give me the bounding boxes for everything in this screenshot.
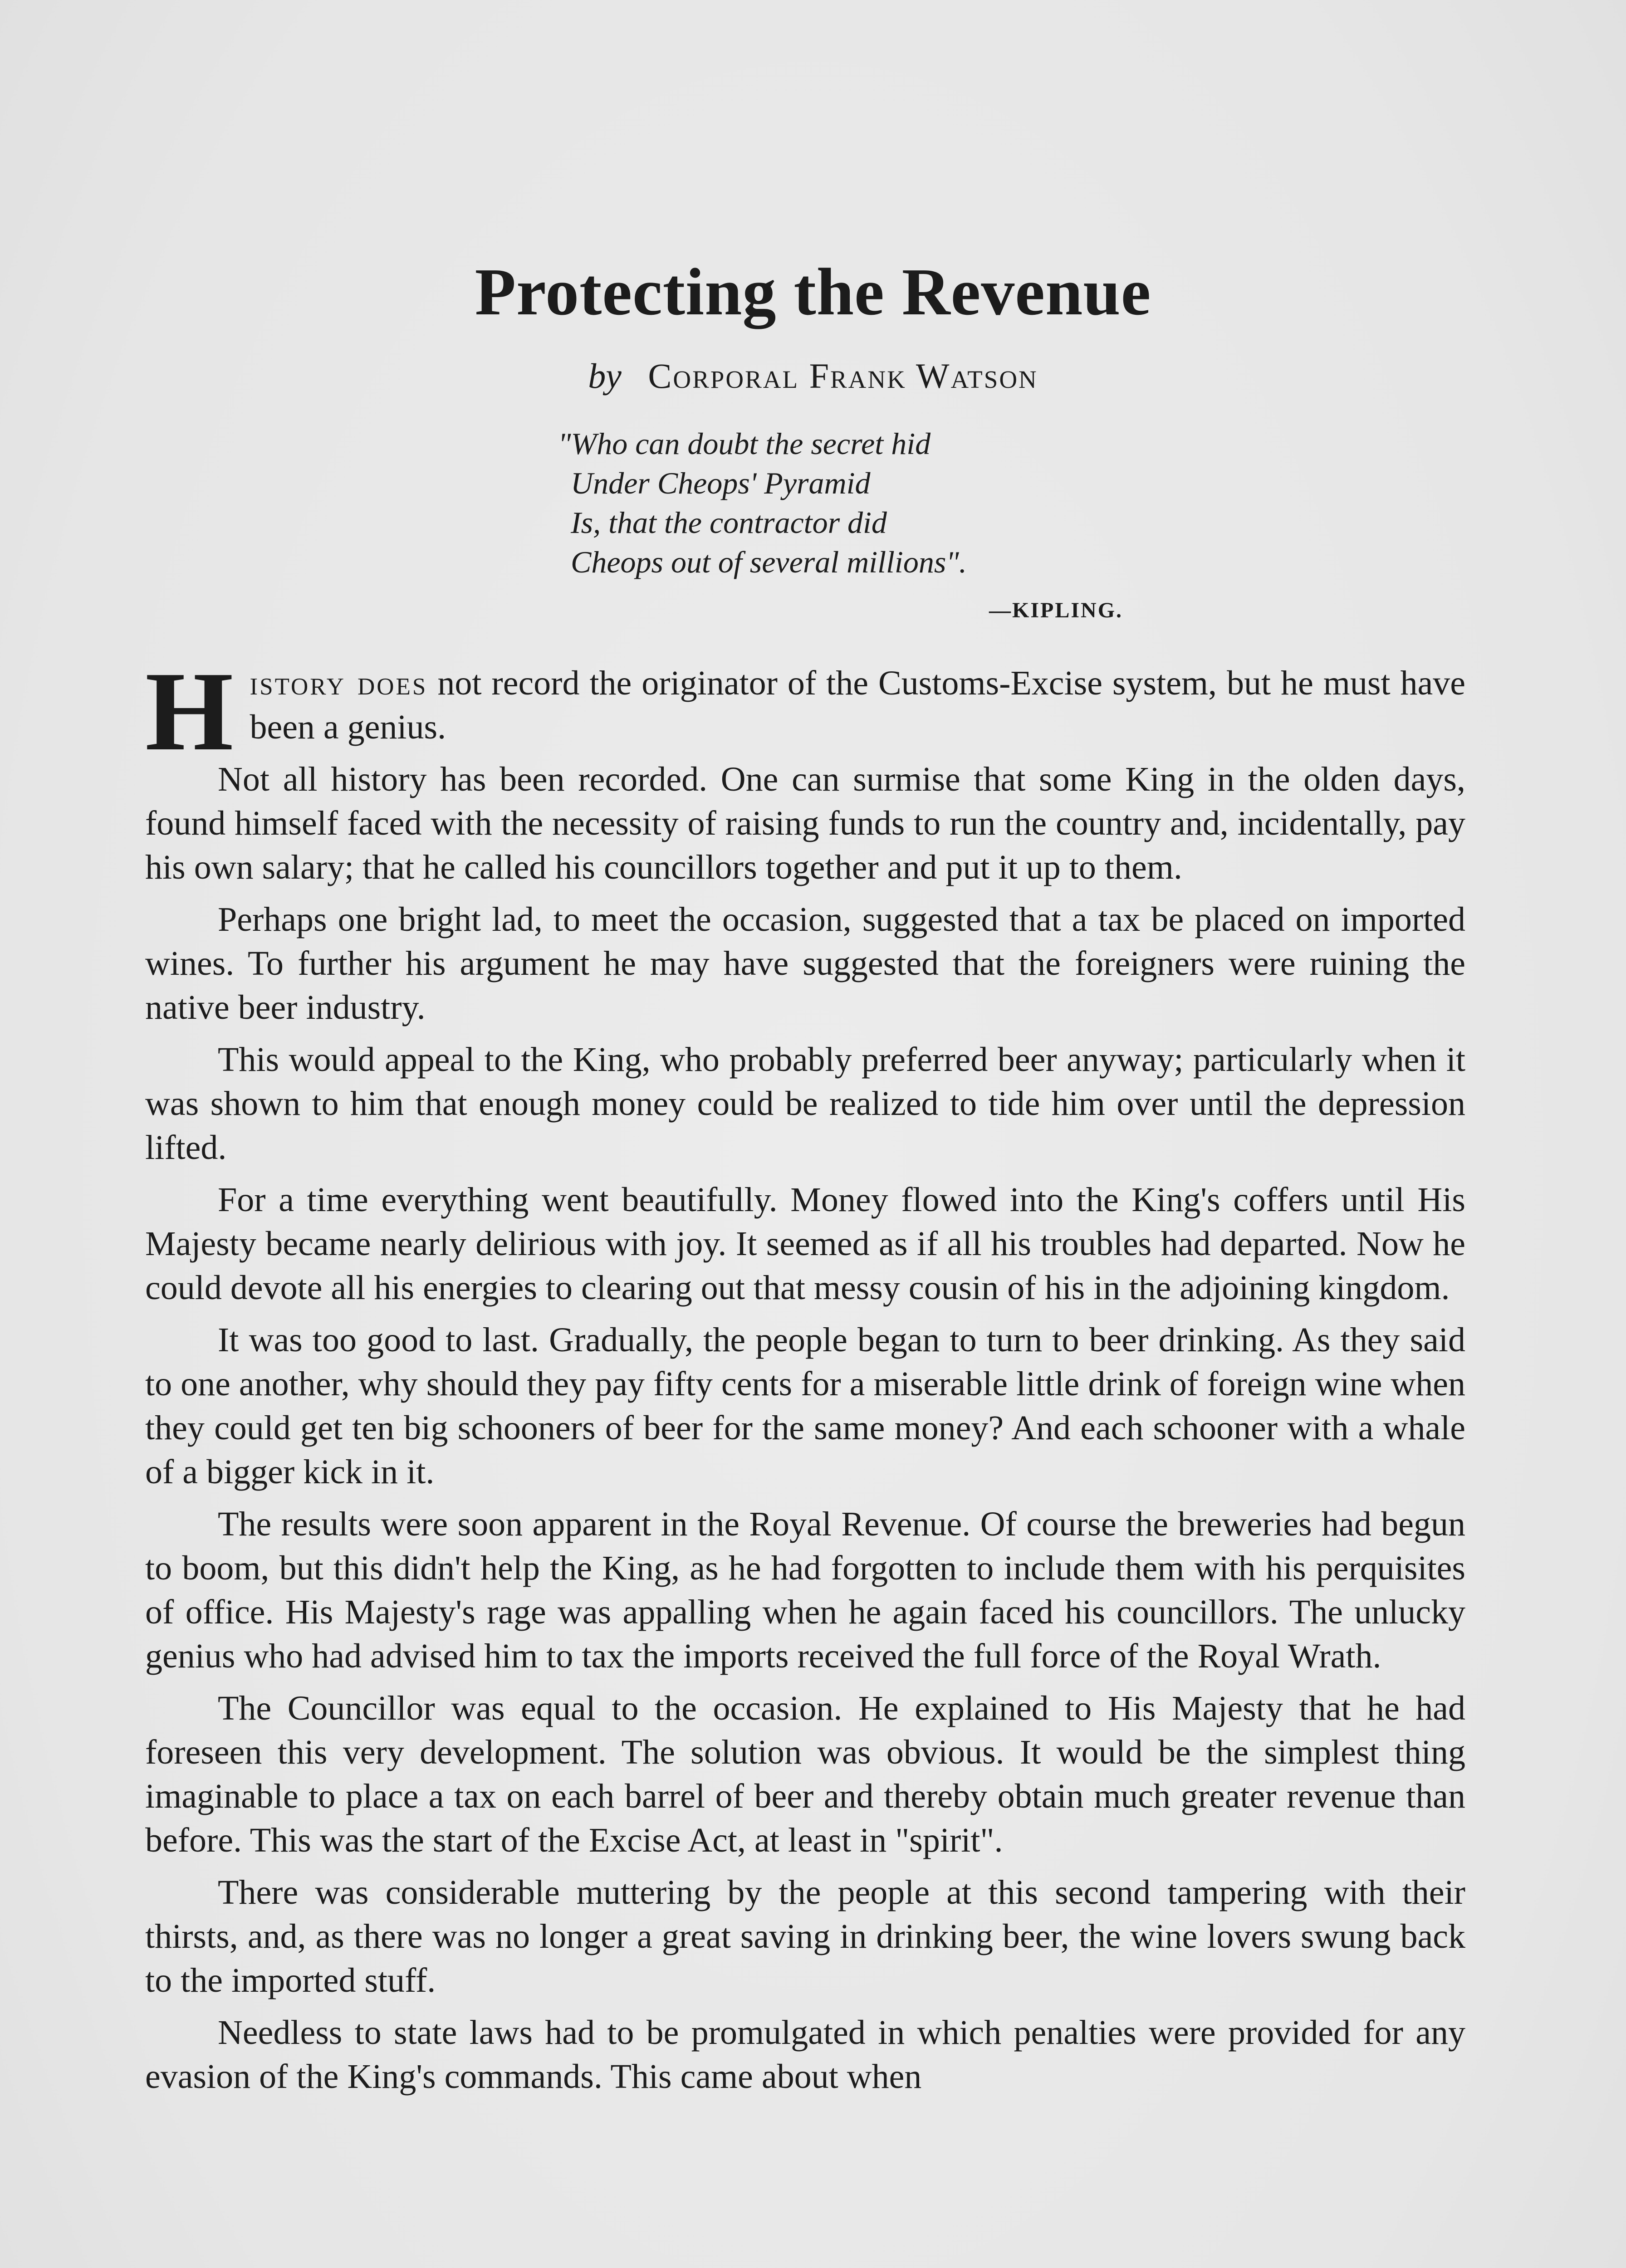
paragraph: There was considerable muttering by the people at this second tampering with their thirsts, and, as there was no longer a great saving in drinking beer, the wine lovers swung back to the imported stuff. [145, 1873, 1465, 1999]
paragraph: For a time everything went beautifully. Money flowed into the King's coffers until His Majesty became nearly delirious with joy. It seemed as if all his troubles had departed. Now he could devote all his energies to clearing out that messy cousin of his in the adjoining kingdom. [145, 1181, 1465, 1307]
byline-prefix: by [588, 356, 622, 396]
paragraph: Needless to state laws had to be promulgated in which penalties were provided for any evasion of the King's commands. This came about when [145, 2014, 1465, 2096]
epigraph-attribution: —KIPLING. [989, 598, 1123, 622]
article-body [145, 649, 1466, 2107]
epigraph-line: Cheops out of several millions". [571, 545, 967, 579]
paragraph-first [145, 649, 1466, 774]
epigraph-line: "Who can doubt the secret hid [558, 426, 931, 461]
epigraph-line: Under Cheops' Pyramid [571, 466, 871, 500]
article-title: Protecting the Revenue [475, 255, 1151, 329]
lead-in-caps: istory does [250, 664, 428, 702]
paragraph: The results were soon apparent in the Royal Revenue. Of course the breweries had begun to boom, but this didn't help the King, as he had forgotten to include them with his perquisites of office. His Majesty's rage was appalling when he again faced his councillors. The unlucky genius who had advised him to tax the imports received the full force of the Royal Wrath. [145, 1505, 1465, 1675]
paragraph: This would appeal to the King, who probably preferred beer anyway; particularly when it was shown to him that enough money could be realized to tide him over until the depression lifted. [145, 1041, 1465, 1167]
paragraph: It was too good to last. Gradually, the people began to turn to beer drinking. As they said to one another, why should they pay fifty cents for a miserable little drink of foreign wine when they could get ten big schooners of beer for the same money? And each schooner with a whale of a bigger kick in it. [145, 1321, 1465, 1491]
epigraph [558, 424, 1193, 582]
paragraph-text: not record the originator of the Customs-Excise system, but he must have been a genius. [250, 664, 1466, 746]
byline [0, 358, 1626, 394]
epigraph-line: Is, that the contractor did [571, 505, 887, 540]
paragraph: The Councillor was equal to the occasion. He explained to His Majesty that he had foreseen this very development. The solution was obvious. It would be the simplest thing imaginable to place a tax on each barrel of beer and thereby obtain much greater revenue than before. This was the start of the Excise Act, at least in "spirit". [145, 1689, 1465, 1859]
drop-cap: H [145, 649, 234, 774]
paragraph: Perhaps one bright lad, to meet the occasion, suggested that a tax be placed on imported wines. To further his argument he may have suggested that the foreigners were ruining the native beer industry. [145, 900, 1465, 1026]
paragraph: Not all history has been recorded. One can surmise that some King in the olden days, found himself faced with the necessity of raising funds to run the country and, incidentally, pay his own salary; that he called his councillors together and put it up to them. [145, 760, 1465, 886]
byline-space [630, 356, 639, 396]
byline-author: Corporal Frank Watson [648, 356, 1038, 396]
